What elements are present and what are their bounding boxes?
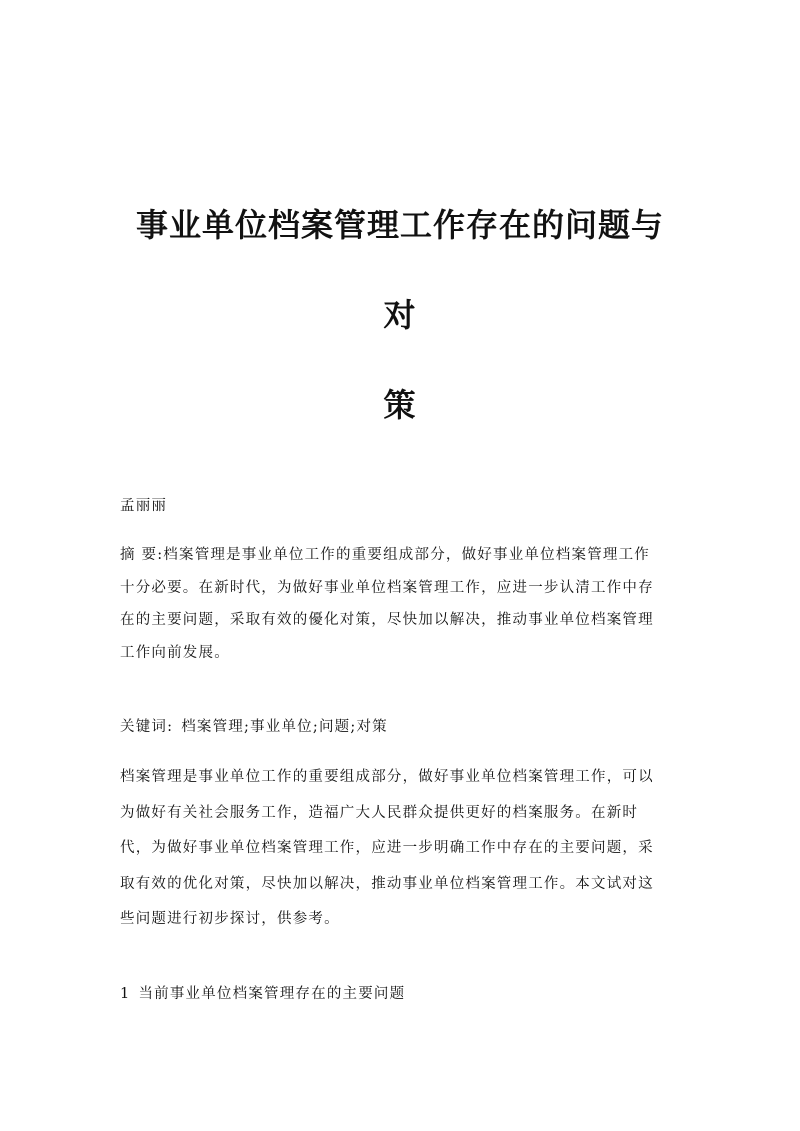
paragraph-line: 档案管理是事业单位工作的重要组成部分，做好事业单位档案管理工作，可以 <box>120 769 654 785</box>
abstract <box>120 539 680 669</box>
abstract-text: 档案管理是事业单位工作的重要组成部分，做好事业单位档案管理工作 <box>163 547 650 563</box>
section-title: 当前事业单位档案管理存在的主要问题 <box>138 986 406 1002</box>
paragraph-line: 为做好有关社会服务工作，造福广大人民群众提供更好的档案服务。在新时 <box>120 804 639 821</box>
document-title <box>120 180 680 450</box>
title-line: 事业单位档案管理工作存在的问题与对 <box>135 206 664 334</box>
title-line: 策 <box>383 386 417 424</box>
paragraph-line: 些问题进行初步探讨，供参考。 <box>120 911 340 927</box>
keywords-label: 关键词: <box>120 719 174 735</box>
body-paragraph <box>120 760 680 938</box>
paragraph-line: 代，为做好事业单位档案管理工作，应进一步明确工作中存在的主要问题，采 <box>120 840 654 856</box>
abstract-line: 在的主要问题，采取有效的優化对策，尽快加以解决，推动事业单位档案管理 <box>120 612 654 628</box>
author-name: 孟丽丽 <box>120 498 168 514</box>
abstract-line: 十分必要。在新时代，为做好事业单位档案管理工作，应进一步认清工作中存 <box>120 579 654 596</box>
section-heading <box>120 983 680 1005</box>
paragraph-line: 取有效的优化对策，尽快加以解决，推动事业单位档案管理工作。本文试对这 <box>120 875 654 892</box>
abstract-line <box>120 539 680 572</box>
keywords <box>120 716 680 738</box>
keywords-text: 档案管理;事业单位;问题;对策 <box>181 719 388 735</box>
section-number: 1 <box>120 986 131 1002</box>
abstract-label: 摘 要: <box>120 547 164 563</box>
abstract-line: 工作向前发展。 <box>120 644 230 661</box>
